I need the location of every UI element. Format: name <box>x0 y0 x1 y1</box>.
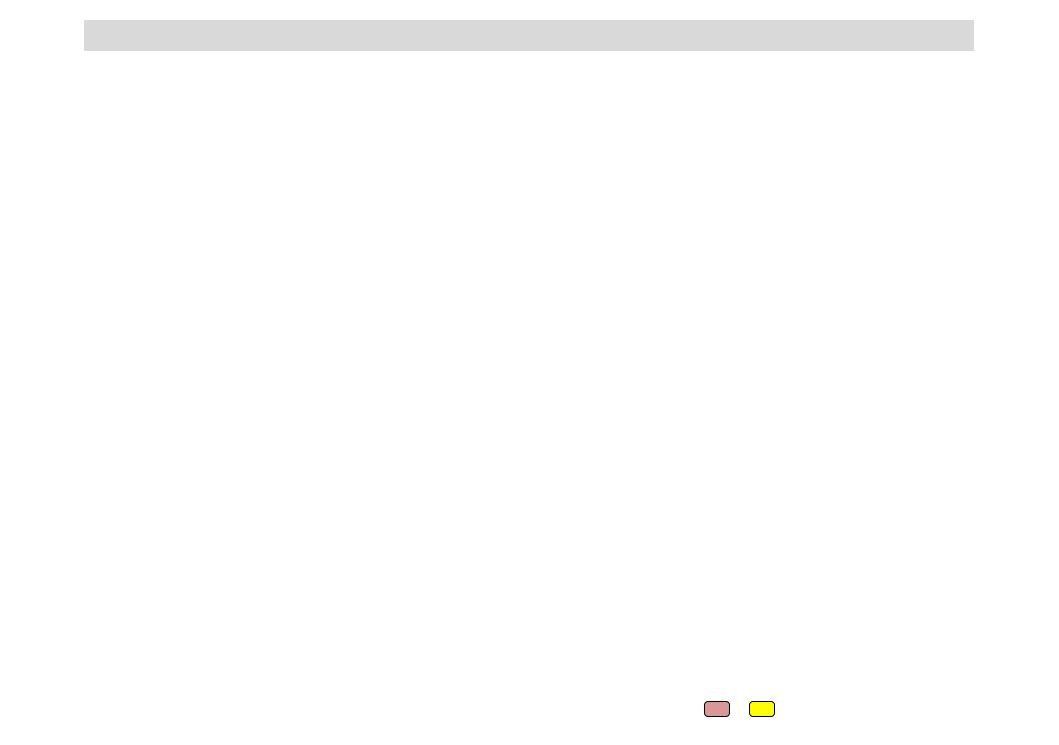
legend-department <box>698 701 730 717</box>
legend <box>690 701 775 721</box>
legend-department-swatch <box>704 701 730 717</box>
legend-general <box>743 701 775 717</box>
legend-general-swatch <box>749 701 775 717</box>
